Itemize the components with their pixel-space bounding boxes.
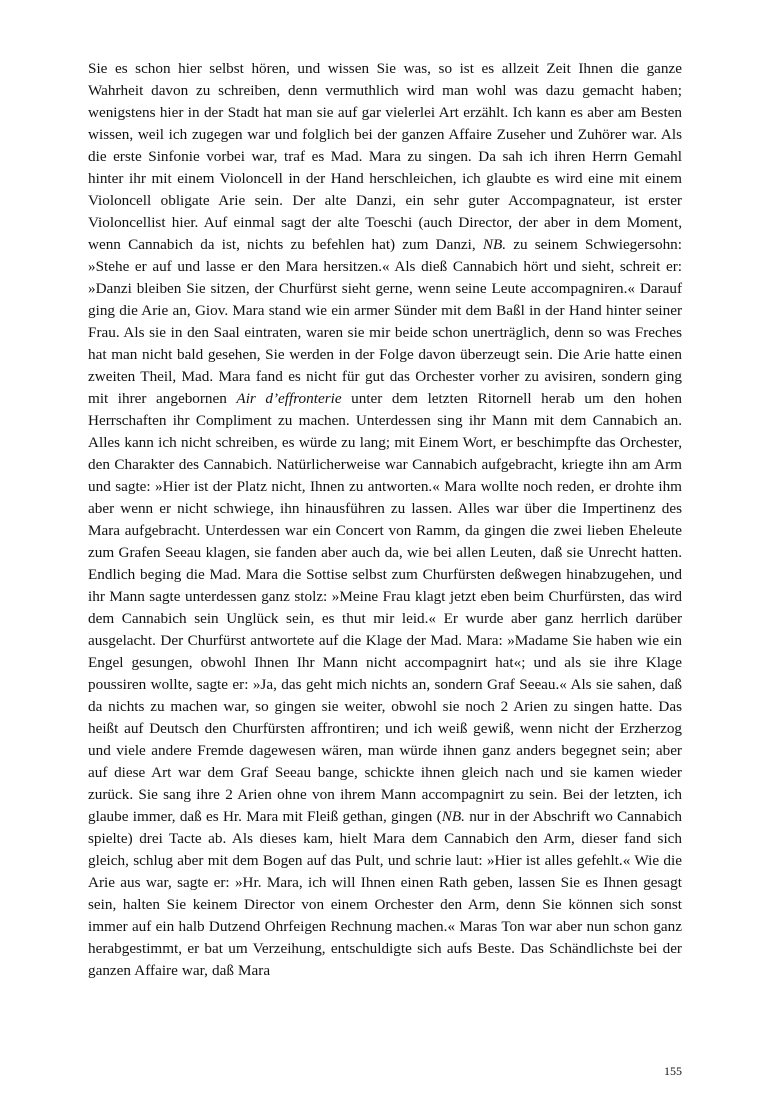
paragraph: Sie es schon hier selbst hören, und wissen Sie was, so ist es allzeit Zeit Ihnen die ganze Wahrheit davon zu schreiben, denn vermuthlich wird man wohl was dazu gemacht haben; wenigstens hier in der Stadt hat man sie auf gar vielerlei Art erzählt. Ich kann es aber am Besten wissen, weil ich zugegen war und folglich bei der ganzen Affaire Zuseher und Zuhörer war. Als die erste Sinfonie vorbei war, traf es Mad. Mara zu singen. Da sah ich ihren Herrn Gemahl hinter ihr mit einem Violoncell in der Hand herschleichen, ich glaubte es wird eine mit einem Violoncell obligate Arie sein. Der alte Danzi, ein sehr guter Accompagnateur, ist erster Violoncellist hier. Auf einmal sagt der alte Toeschi (auch Director, der aber in dem Moment, wenn Cannabich da ist, nichts zu befehlen hat) zum Danzi, NB. zu seinem Schwiegersohn: »Stehe er auf und lasse er den Mara hersitzen.« Als dieß Cannabich hört und sieht, schreit er: »Danzi bleiben Sie sitzen, der Churfürst sieht gerne, wenn seine Leute accompagniren.« Darauf ging die Arie an, Giov. Mara stand wie ein armer Sünder mit dem Baßl in der Hand hinter seiner Frau. Als sie in den Saal eintraten, waren sie mir beide schon unerträglich, denn so was Freches hat man nicht bald gesehen, Sie werden in der Folge davon überzeugt sein. Die Arie hatte einen zweiten Theil, Mad. Mara fand es nicht für gut das Orchester vorher zu avisiren, sondern ging mit ihrer angebornen Air d’effronterie unter dem letzten Ritornell herab um den hohen Herrschaften ihr Compliment zu machen. Unterdessen sing ihr Mann mit dem Cannabich an. Alles kann ich nicht schreiben, es würde zu lang; mit Einem Wort, er beschimpfte das Orchester, den Charakter des Cannabich. Natürlicherweise war Cannabich aufgebracht, kriegte ihn am Arm und sagte: »Hier ist der Platz nicht, Ihnen zu antworten.« Mara wollte noch reden, er drohte ihm aber wenn er nicht schwiege, ihn hinausführen zu lassen. Alles war über die Impertinenz des Mara aufgebracht. Unterdessen war ein Concert von Ramm, da gingen die zwei lieben Eheleute zum Grafen Seeau klagen, sie fanden aber auch da, wie bei allen Leuten, daß sie Unrecht hatten. Endlich beging die Mad. Mara die Sottise selbst zum Churfürsten deßwegen hinabzugehen, und ihr Mann sagte unterdessen ganz stolz: »Meine Frau klagt jetzt eben beim Churfürsten, das wird dem Cannabich sein Unglück sein, es thut mir leid.« Er wurde aber ganz herrlich darüber ausgelacht. Der Churfürst antwortete auf die Klage der Mad. Mara: »Madame Sie haben wie ein Engel gesungen, obwohl Ihnen Ihr Mann nicht accompagnirt hat«; und als sie ihre Klage poussiren wollte, sagte er: »Ja, das geht mich nichts an, sondern Graf Seeau.« Als sie sahen, daß da nichts zu machen war, so gingen sie weiter, obwohl sie noch 2 Arien zu singen hatte. Das heißt auf Deutsch den Churfürsten affrontiren; und ich weiß gewiß, wenn nicht der Erzherzog und viele andere Fremde dagewesen wären, man würde ihnen ganz anders begegnet sein; aber auf diese Art war dem Graf Seeau bange, schickte ihnen gleich nach und sie kamen wieder zurück. Sie sang ihre 2 Arien ohne von ihrem Mann accompagnirt zu sein. Bei der letzten, ich glaube immer, daß es Hr. Mara mit Fleiß gethan, gingen (NB. nur in der Abschrift wo Cannabich spielte) drei Tacte ab. Als dieses kam, hielt Mara dem Cannabich den Arm, dieser fand sich gleich, schlug aber mit dem Bogen auf das Pult, und schrie laut: »Hier ist alles gefehlt.« Wie die Arie aus war, sagte er: »Hr. Mara, ich will Ihnen einen Rath geben, lassen Sie es Ihnen gesagt sein, halten Sie keinem Director von einem Orchester den Arm, denn Sie können sich sonst immer auf ein halb Dutzend Ohrfeigen Rechnung machen.« Maras Ton war aber nun schon ganz herabgestimmt, er bat um Verzeihung, entschuldigte sich aufs Beste. Das Schändlichste bei der ganzen Affaire war, daß Mara <box>88 60 683 979</box>
page-number: 155 <box>664 1064 682 1078</box>
body-text-block <box>88 58 682 982</box>
